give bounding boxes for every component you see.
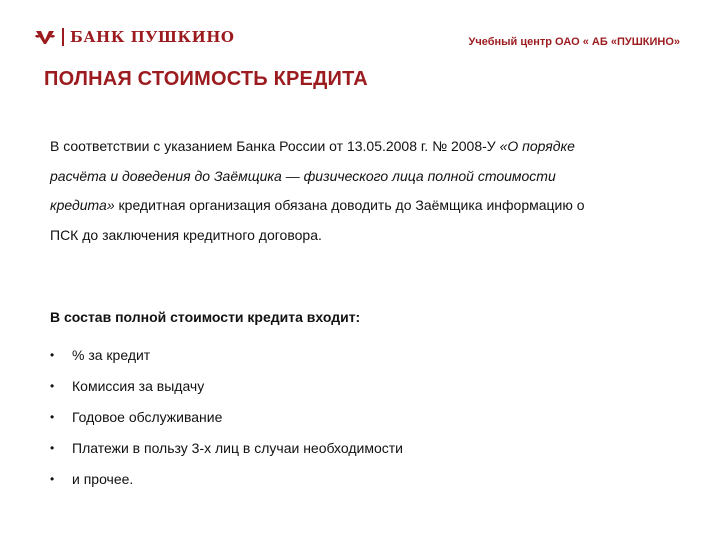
list-item-text: и прочее. — [72, 470, 134, 487]
intro-text-before: В соответствии с указанием Банка России от 13.05.2008 г. № 2008-У — [50, 138, 500, 154]
bullet-icon: • — [50, 347, 55, 362]
composition-heading: В состав полной стоимости кредита входит: — [50, 309, 361, 325]
logo-separator — [62, 28, 64, 46]
list-item — [50, 401, 403, 432]
page-title: ПОЛНАЯ СТОИМОСТЬ КРЕДИТА — [44, 68, 368, 90]
list-item-text: % за кредит — [72, 346, 151, 363]
list-item — [50, 432, 403, 463]
list-item-text: Комиссия за выдачу — [72, 377, 205, 394]
bank-logo-text: БАНК ПУШКИНО — [70, 28, 235, 46]
intro-document-title: «О порядке расчёта и доведения до Заёмщика — физического лица полной стоимости кредита» — [50, 138, 575, 213]
intro-text-after: кредитная организация обязана доводить до Заёмщика информацию о ПСК до заключения кредитного договора. — [50, 197, 585, 243]
list-item — [50, 370, 403, 401]
bullet-icon: • — [50, 409, 55, 424]
composition-list — [50, 339, 403, 494]
list-item — [50, 339, 403, 370]
bullet-icon: • — [50, 378, 55, 393]
list-item-text: Платежи в пользу 3-х лиц в случаи необходимости — [72, 439, 404, 456]
bank-logo — [34, 26, 235, 48]
bank-logo-icon — [34, 27, 56, 47]
list-item — [50, 463, 403, 494]
intro-paragraph — [50, 132, 610, 250]
bullet-icon: • — [50, 471, 55, 486]
bullet-icon: • — [50, 440, 55, 455]
list-item-text: Годовое обслуживание — [72, 408, 223, 425]
header-org-caption: Учебный центр ОАО « АБ «ПУШКИНО» — [468, 36, 680, 48]
